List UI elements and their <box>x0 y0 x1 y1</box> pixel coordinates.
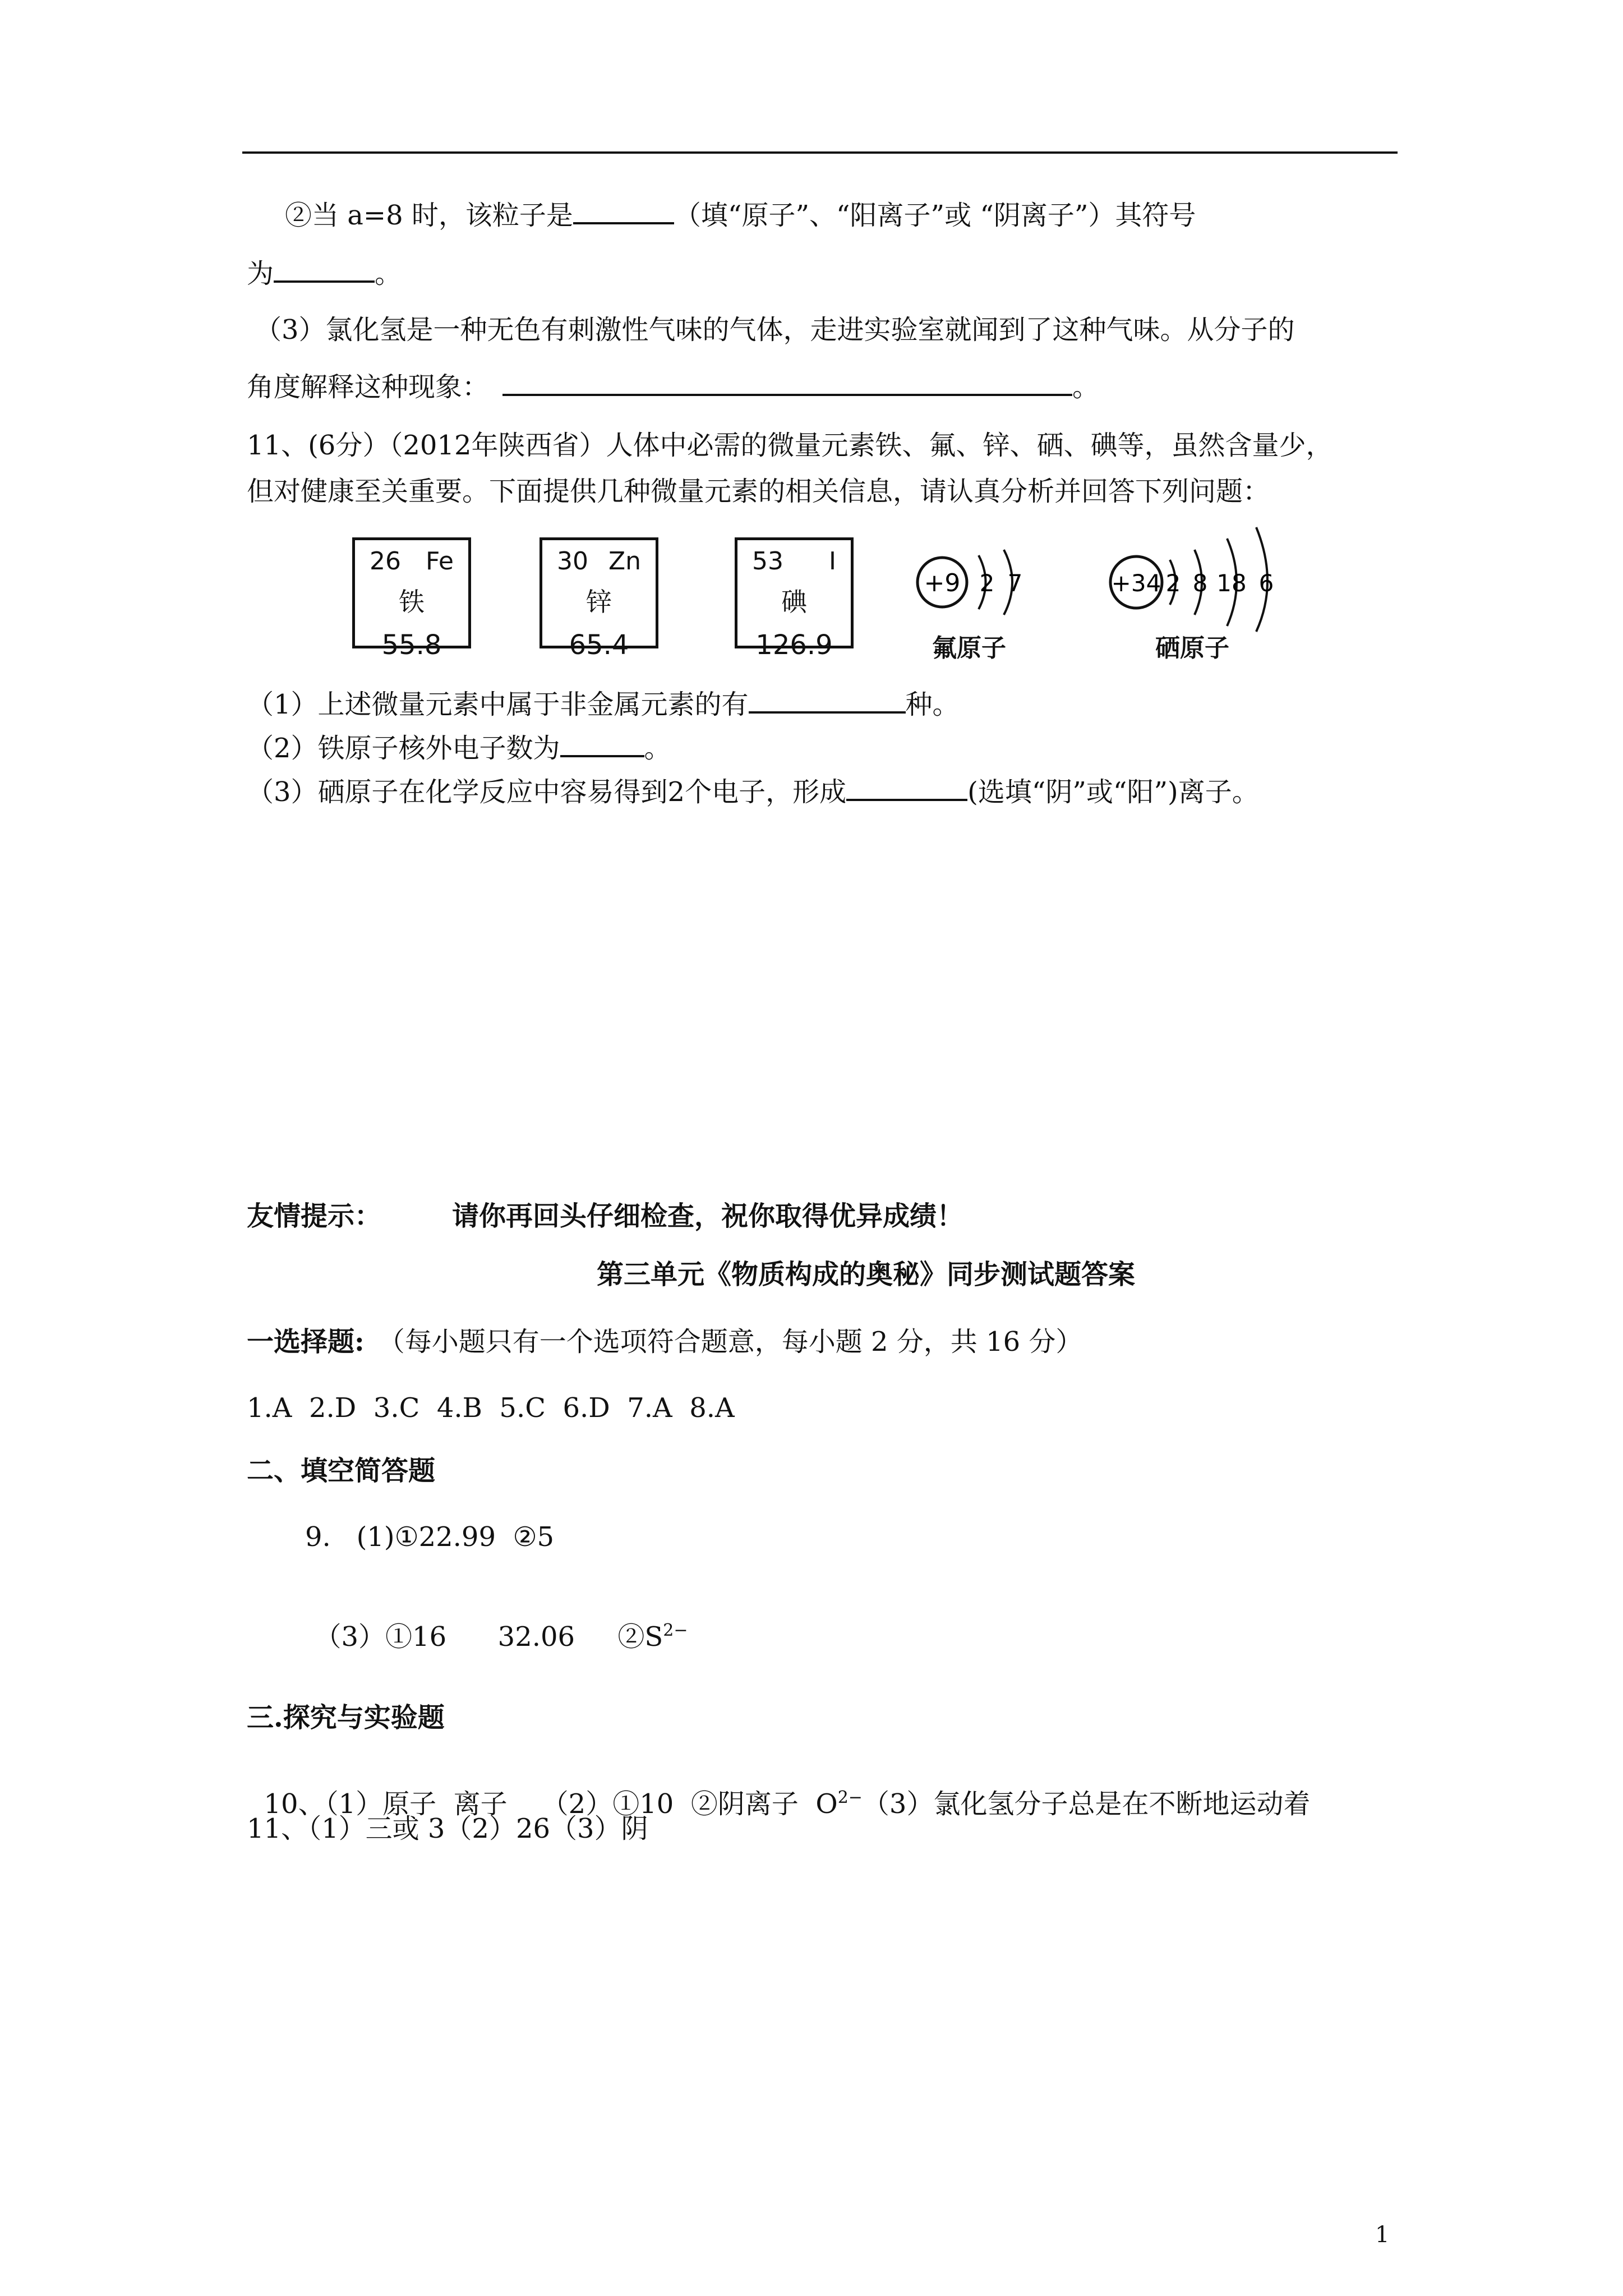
answer-blank[interactable] <box>749 689 906 714</box>
element-name: 锌 <box>586 587 612 617</box>
shell-electron-count: 2 <box>1165 569 1181 597</box>
q11-part3-tail: (选填“阴”或“阳”)离子。 <box>967 776 1259 808</box>
mc-heading: 一选择题: <box>247 1326 365 1358</box>
answer-10-text: 10、（1）原子 离子 （2）①10 ②阴离子 O <box>264 1788 838 1820</box>
element-tile-i <box>735 537 854 661</box>
atomic-number: 26 <box>370 547 401 576</box>
q11-part2-tail: 。 <box>644 733 671 764</box>
answer-blank[interactable] <box>846 776 967 801</box>
q11-intro-2: 但对健康至关重要。下面提供几种微量元素的相关信息，请认真分析并回答下列问题： <box>247 476 1270 507</box>
q10-part3-b-tail: 。 <box>1072 371 1100 403</box>
q10-part3-b <box>247 370 1099 404</box>
ion-charge-superscript: 2− <box>837 1788 863 1807</box>
q10-line-a-text: ②当 a=8 时，该粒子是 <box>285 200 573 231</box>
nucleus-charge: +9 <box>924 569 961 597</box>
shell-electron-count: 18 <box>1216 569 1247 597</box>
q10-part3-b-text: 角度解释这种现象： <box>247 371 490 403</box>
fluorine-atom-diagram <box>909 533 1043 628</box>
q10-line-a <box>285 199 1196 232</box>
atomic-number: 30 <box>557 547 588 576</box>
q10-line-b-text: 为 <box>247 258 274 289</box>
element-name: 碘 <box>781 587 807 617</box>
atomic-mass: 65.4 <box>569 629 629 661</box>
selenium-atom-diagram <box>1099 516 1290 634</box>
mc-note: （每小题只有一个选项符合题意，每小题 2 分，共 16 分） <box>377 1326 1083 1358</box>
q11-part1-text: （1）上述微量元素中属于非金属元素的有 <box>247 689 749 720</box>
element-tile-zn <box>540 537 658 661</box>
answer-10-tail: （3）氯化氢分子总是在不断地运动着 <box>862 1788 1311 1820</box>
answer-blank[interactable] <box>560 733 644 757</box>
nucleus-charge: +34 <box>1111 569 1161 597</box>
q10-line-b <box>247 257 402 291</box>
selenium-atom-label: 硒原子 <box>1155 634 1229 662</box>
answer-10 <box>247 1754 1310 1821</box>
q11-part2 <box>247 731 671 765</box>
q10-line-a-tail: （填“原子”、“阳离子”或 “阴离子”）其符号 <box>674 200 1196 231</box>
tip-text: 请你再回头仔细检查，祝你取得优异成绩！ <box>452 1200 964 1232</box>
tip-label: 友情提示： <box>247 1200 382 1232</box>
q11-part1-tail: 种。 <box>905 689 960 720</box>
ion-charge-superscript: 2− <box>663 1621 688 1640</box>
q11-intro-1: 11、(6分）（2012年陕西省）人体中必需的微量元素铁、氟、锌、硒、碘等，虽然含量少， <box>247 430 1333 461</box>
shell-electron-count: 6 <box>1258 569 1274 597</box>
mc-heading-line <box>247 1325 1082 1359</box>
element-name: 铁 <box>399 587 425 617</box>
q11-part2-text: （2）铁原子核外电子数为 <box>247 733 560 764</box>
header-rule <box>242 151 1398 154</box>
fluorine-atom-label: 氟原子 <box>932 634 1006 662</box>
answer-9-part3 <box>297 1586 688 1654</box>
atomic-mass: 126.9 <box>755 629 833 661</box>
mc-answers: 1.A 2.D 3.C 4.B 5.C 6.D 7.A 8.A <box>247 1392 735 1424</box>
shell-electron-count: 7 <box>1007 569 1023 597</box>
shell-electron-count: 2 <box>979 569 995 597</box>
exp-heading: 三.探究与实验题 <box>247 1702 445 1733</box>
answer-9-part3-text: （3）①16 32.06 ②S <box>314 1621 663 1653</box>
q10-part3: （3）氯化氢是一种无色有刺激性气味的气体，走进实验室就闻到了这种气味。从分子的 <box>255 314 1295 346</box>
atomic-number: 53 <box>752 547 783 576</box>
fill-heading: 二、填空简答题 <box>247 1455 436 1487</box>
page-number: 1 <box>1375 2222 1390 2248</box>
q11-part3 <box>247 775 1259 809</box>
element-tile-fe <box>352 537 471 661</box>
answers-title: 第三单元《物质构成的奥秘》同步测试题答案 <box>597 1259 1136 1290</box>
answer-9-part1: 9. (1)①22.99 ②5 <box>305 1521 555 1553</box>
q11-part1 <box>247 688 960 721</box>
atomic-mass: 55.8 <box>381 629 442 661</box>
answer-blank[interactable] <box>502 371 1072 396</box>
answer-blank[interactable] <box>573 200 674 224</box>
element-symbol: Fe <box>426 547 454 576</box>
answer-11: 11、（1）三或 3（2）26（3）阴 <box>247 1813 648 1844</box>
shell-electron-count: 8 <box>1192 569 1208 597</box>
q10-line-b-tail: 。 <box>375 258 402 289</box>
element-symbol: I <box>829 547 836 576</box>
answer-blank[interactable] <box>274 258 375 283</box>
q11-part3-text: （3）硒原子在化学反应中容易得到2个电子，形成 <box>247 776 847 808</box>
element-symbol: Zn <box>608 547 641 576</box>
